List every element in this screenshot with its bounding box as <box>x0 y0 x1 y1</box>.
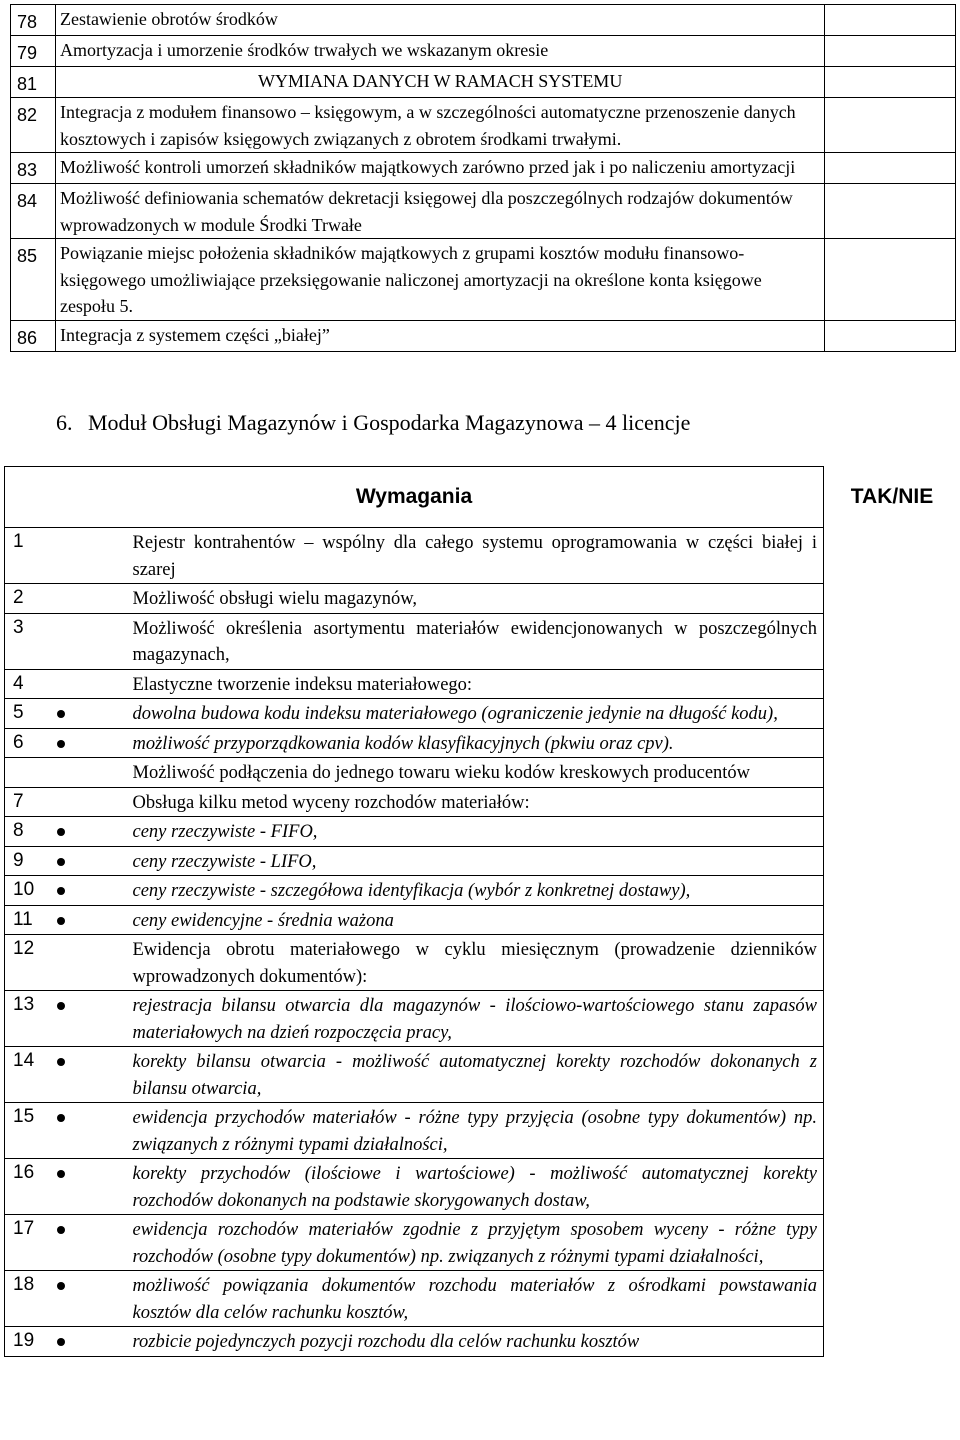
yes-no-cell[interactable] <box>824 905 960 935</box>
row-text-cell <box>61 935 824 991</box>
yes-no-cell[interactable] <box>825 184 956 239</box>
table-row <box>11 67 956 98</box>
table-row <box>5 991 960 1047</box>
row-text-cell <box>61 758 824 788</box>
bullet-icon <box>57 1058 65 1066</box>
row-text-cell <box>61 991 824 1047</box>
bullet-icon <box>57 710 65 718</box>
row-number: 1 <box>5 528 61 584</box>
yes-no-cell[interactable] <box>824 758 960 788</box>
row-number: 17 <box>5 1215 61 1271</box>
table-row <box>5 1327 960 1357</box>
table-row <box>5 1159 960 1215</box>
row-text: ceny rzeczywiste - LIFO, <box>132 851 317 872</box>
yes-no-cell[interactable] <box>824 528 960 584</box>
table-row <box>5 699 960 729</box>
table-row <box>5 876 960 906</box>
row-number: 82 <box>11 98 56 153</box>
row-text: Ewidencja obrotu materiałowego w cyklu miesięcznym (prowadzenie dzienników wprowadzonych dokumentów): <box>132 940 817 987</box>
table-row <box>5 787 960 817</box>
bullet-icon <box>57 887 65 895</box>
yes-no-cell[interactable] <box>824 1047 960 1103</box>
row-text: możliwość przyporządkowania kodów klasyfikacyjnych (pkwiu oraz cpv). <box>132 733 674 754</box>
row-text: korekty przychodów (ilościowe i wartościowe) - możliwość automatycznej korekty rozchodów dokonanych na podstawie skorygowanych dostaw, <box>132 1164 817 1211</box>
row-text-cell <box>61 787 824 817</box>
row-number: 86 <box>11 320 56 351</box>
row-text: Rejestr kontrahentów – wspólny dla całego systemu oprogramowania w części białej i szarej <box>132 533 817 580</box>
row-text: korekty bilansu otwarcia - możliwość automatycznej korekty rozchodów dokonanych z bilansu otwarcia, <box>132 1052 817 1099</box>
yes-no-cell[interactable] <box>825 239 956 321</box>
table-row <box>11 5 956 36</box>
row-text: Powiązanie miejsc położenia składników majątkowych z grupami kosztów modułu finansowo-księgowego umożliwiające przeksięgowanie naliczonej amortyzacji na określone konta księgowe zespołu 5. <box>55 239 824 321</box>
row-text: Zestawienie obrotów środków <box>55 5 824 36</box>
bullet-icon <box>57 1282 65 1290</box>
bullet-icon <box>57 1338 65 1346</box>
row-text: ceny rzeczywiste - szczegółowa identyfikacja (wybór z konkretnej dostawy), <box>132 881 691 901</box>
table-row <box>11 98 956 153</box>
yes-no-cell[interactable] <box>824 787 960 817</box>
yes-no-cell[interactable] <box>825 98 956 153</box>
row-number: 79 <box>11 36 56 67</box>
row-number: 3 <box>5 613 61 669</box>
row-number: 9 <box>5 846 61 876</box>
table-row <box>5 1271 960 1327</box>
row-text-cell <box>61 584 824 614</box>
row-number: 8 <box>5 817 61 847</box>
row-text: Obsługa kilku metod wyceny rozchodów materiałów: <box>132 792 530 813</box>
row-number: 10 <box>5 876 61 906</box>
bullet-icon <box>57 917 65 925</box>
row-number: 85 <box>11 239 56 321</box>
table-row <box>11 320 956 351</box>
row-text-cell <box>61 1271 824 1327</box>
row-number: 19 <box>5 1327 61 1357</box>
yes-no-cell[interactable] <box>824 1271 960 1327</box>
table-row <box>5 613 960 669</box>
row-text-cell <box>61 876 824 906</box>
row-text: Integracja z modułem finansowo – księgowym, a w szczególności automatyczne przenoszenie danych kosztowych i zapisów księgowych związanych z obrotem środkami trwałymi. <box>55 98 824 153</box>
row-text-cell <box>61 817 824 847</box>
row-number: 2 <box>5 584 61 614</box>
bullet-icon <box>57 858 65 866</box>
section-number: 6. <box>56 410 73 435</box>
bullet-icon <box>57 828 65 836</box>
row-text-cell <box>61 528 824 584</box>
table-row <box>11 153 956 184</box>
bullet-icon <box>57 1002 65 1010</box>
row-text: ewidencja rozchodów materiałów zgodnie z przyjętym sposobem wyceny - różne typy rozchodów (osobne typy dokumentów) np. związanych z różnymi typami działalności, <box>132 1220 817 1267</box>
table-row <box>11 239 956 321</box>
table-row <box>5 1047 960 1103</box>
row-number: 16 <box>5 1159 61 1215</box>
row-number: 14 <box>5 1047 61 1103</box>
yes-no-cell[interactable] <box>824 817 960 847</box>
row-number: 6 <box>5 728 61 758</box>
row-number: 81 <box>11 67 56 98</box>
row-text-cell <box>61 669 824 699</box>
row-text-cell <box>61 699 824 729</box>
row-text: Możliwość obsługi wielu magazynów, <box>132 589 417 609</box>
row-number: 15 <box>5 1103 61 1159</box>
table-row <box>11 184 956 239</box>
table-row <box>5 584 960 614</box>
row-number: 78 <box>11 5 56 36</box>
table-row <box>5 1215 960 1271</box>
row-text: rejestracja bilansu otwarcia dla magazynów - ilościowo-wartościowego stanu zapasów materiałowych na dzień rozpoczęcia pracy, <box>132 996 817 1043</box>
row-text: Możliwość definiowania schematów dekretacji księgowej dla poszczególnych rodzajów dokumentów wprowadzonych w module Środki Trwałe <box>55 184 824 239</box>
bullet-icon <box>57 740 65 748</box>
yes-no-cell[interactable] <box>825 153 956 184</box>
yes-no-cell[interactable] <box>824 613 960 669</box>
row-text: ceny ewidencyjne - średnia ważona <box>132 910 394 931</box>
row-number: 83 <box>11 153 56 184</box>
table-row <box>5 758 960 788</box>
row-text: Możliwość kontroli umorzeń składników majątkowych zarówno przed jak i po naliczeniu amortyzacji <box>55 153 824 184</box>
bullet-icon <box>57 1226 65 1234</box>
yes-no-cell[interactable] <box>824 846 960 876</box>
row-text-cell <box>61 846 824 876</box>
yes-no-cell[interactable] <box>825 5 956 36</box>
yes-no-cell[interactable] <box>824 1215 960 1271</box>
row-text: rozbicie pojedynczych pozycji rozchodu dla celów rachunku kosztów <box>132 1332 640 1352</box>
row-number: 18 <box>5 1271 61 1327</box>
row-number: 12 <box>5 935 61 991</box>
yes-no-cell[interactable] <box>824 876 960 906</box>
yes-no-cell[interactable] <box>825 320 956 351</box>
row-text: Możliwość określenia asortymentu materiałów ewidencjonowanych w poszczególnych magazynach, <box>132 618 817 665</box>
requirements-body <box>5 528 960 1357</box>
table-row <box>5 846 960 876</box>
table-row <box>5 528 960 584</box>
row-text: WYMIANA DANYCH W RAMACH SYSTEMU <box>55 67 824 98</box>
header-yes-no: TAK/NIE <box>824 467 960 528</box>
section-heading <box>56 410 690 436</box>
row-number: 5 <box>5 699 61 729</box>
yes-no-cell[interactable] <box>824 584 960 614</box>
row-number: 84 <box>11 184 56 239</box>
table-row <box>5 1103 960 1159</box>
table-row <box>5 728 960 758</box>
table-row <box>5 935 960 991</box>
row-number: 13 <box>5 991 61 1047</box>
row-text-cell <box>61 1047 824 1103</box>
yes-no-cell[interactable] <box>824 669 960 699</box>
yes-no-cell[interactable] <box>824 1159 960 1215</box>
row-number: 7 <box>5 787 61 817</box>
bullet-icon <box>57 1170 65 1178</box>
section-title: Moduł Obsługi Magazynów i Gospodarka Magazynowa – 4 licencje <box>88 410 691 435</box>
row-text-cell <box>61 1103 824 1159</box>
yes-no-cell[interactable] <box>824 1103 960 1159</box>
row-text-cell <box>61 905 824 935</box>
row-text: Możliwość podłączenia do jednego towaru wieku kodów kreskowych producentów <box>132 763 751 783</box>
row-text: Elastyczne tworzenie indeksu materiałowego: <box>132 674 473 695</box>
yes-no-cell[interactable] <box>825 36 956 67</box>
row-number: 11 <box>5 905 61 935</box>
row-number <box>5 758 61 788</box>
row-number: 4 <box>5 669 61 699</box>
header-requirements: Wymagania <box>5 467 824 528</box>
row-text: dowolna budowa kodu indeksu materiałowego (ograniczenie jedynie na długość kodu), <box>132 704 778 724</box>
row-text: ceny rzeczywiste - FIFO, <box>132 822 318 842</box>
bullet-icon <box>57 1114 65 1122</box>
previous-requirements-table <box>10 4 956 352</box>
requirements-table <box>4 466 960 1357</box>
table-row <box>5 905 960 935</box>
yes-no-cell[interactable] <box>824 1327 960 1357</box>
table-row <box>5 817 960 847</box>
table-row <box>5 669 960 699</box>
yes-no-cell[interactable] <box>824 728 960 758</box>
row-text: Amortyzacja i umorzenie środków trwałych we wskazanym okresie <box>55 36 824 67</box>
yes-no-cell[interactable] <box>824 699 960 729</box>
row-text-cell <box>61 613 824 669</box>
yes-no-cell[interactable] <box>824 935 960 991</box>
previous-requirements-body <box>11 5 956 352</box>
row-text: Integracja z systemem części „białej” <box>55 320 824 351</box>
yes-no-cell[interactable] <box>825 67 956 98</box>
table-row <box>11 36 956 67</box>
table-header-row <box>5 467 960 528</box>
row-text-cell <box>61 1327 824 1357</box>
row-text: ewidencja przychodów materiałów - różne typy przyjęcia (osobne typy dokumentów) np. związanych z różnymi typami działalności, <box>132 1108 817 1155</box>
row-text: możliwość powiązania dokumentów rozchodu materiałów z ośrodkami powstawania kosztów dla celów rachunku kosztów, <box>132 1276 817 1323</box>
row-text-cell <box>61 728 824 758</box>
row-text-cell <box>61 1159 824 1215</box>
row-text-cell <box>61 1215 824 1271</box>
yes-no-cell[interactable] <box>824 991 960 1047</box>
